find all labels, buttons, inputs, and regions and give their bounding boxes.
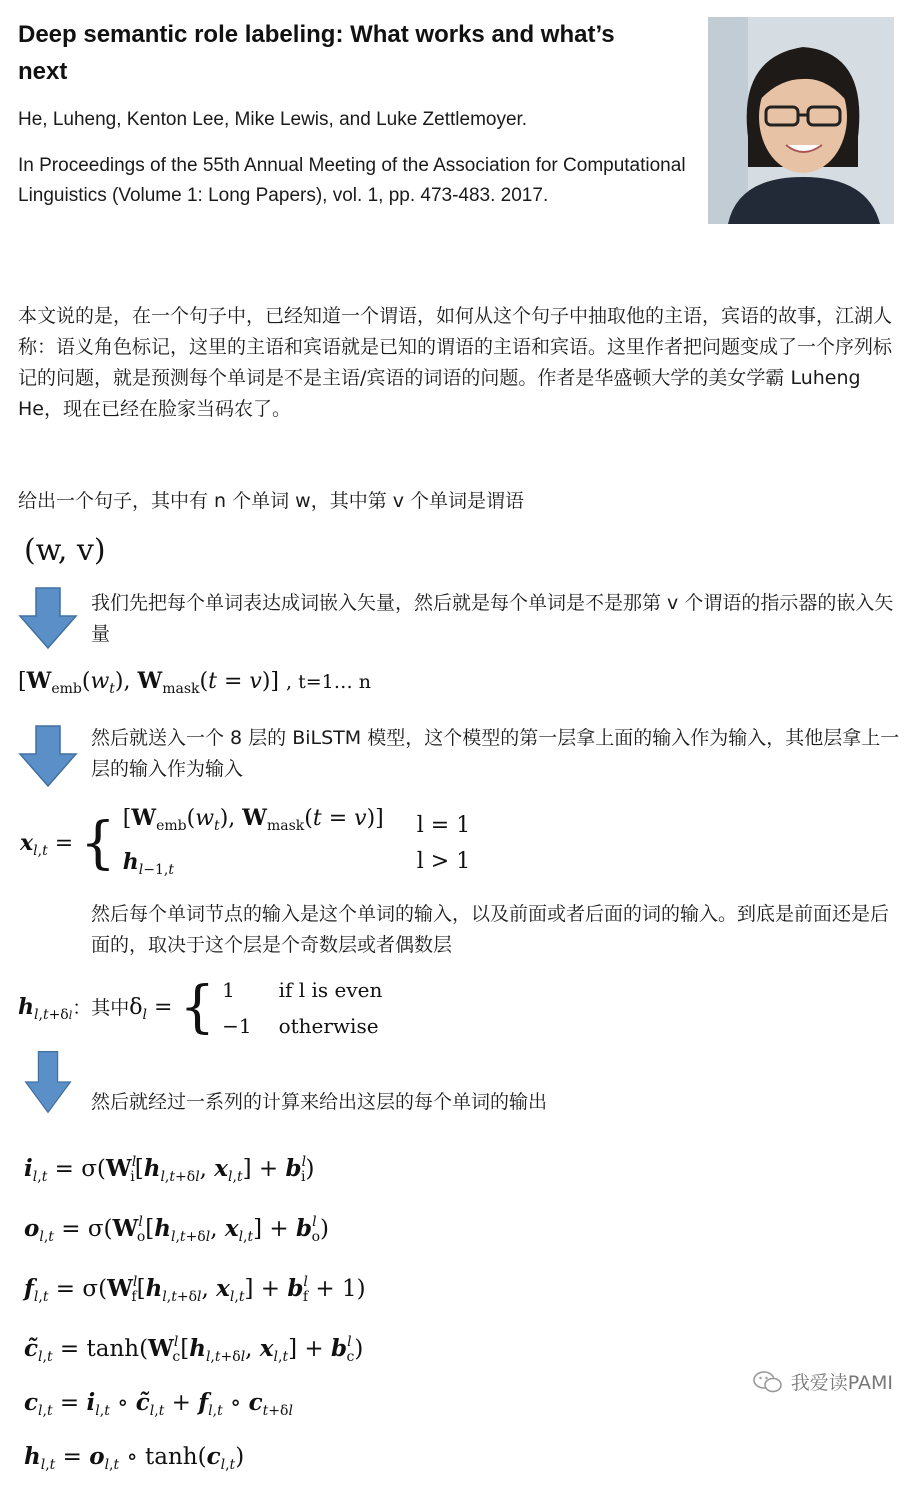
forget-gate-equation: $f_{l,t} = \sigma(W^l_f[h_{l,t+\delta l}$, $x_{l,t}] + b^l_f + 1$) bbox=[24, 1274, 366, 1305]
lstm-equations bbox=[24, 1140, 366, 1488]
direction-formula: $h_{l,t+\delta l}$：其中$\delta_l$ = { 1 −1 if l is even otherwise bbox=[18, 975, 383, 1040]
down-arrow-icon bbox=[18, 724, 78, 788]
input-gate-equation: $i_{l,t} = \sigma(W^l_i[h_{l,t+\delta l}$, $x_{l,t}] + b^l_i$) bbox=[24, 1154, 315, 1185]
candidate-cell-equation: $c̃_{l,t} = \tanh(W^l_c[h_{l,t+\delta l}$, $x_{l,t}] + b^l_c$) bbox=[24, 1334, 364, 1365]
embedding-formula: [$W_{emb}(w_t)$, $W_{mask}(t = v)$] , t=1… n bbox=[18, 668, 371, 697]
paper-title: Deep semantic role labeling: What works and what’s next bbox=[18, 21, 615, 85]
layer-input-formula: $x_{l,t}$ = { [$W_{emb}(w_t)$, $W_{mask}(t = v)$] $h_{l-1,t}$ l = 1 l > 1 bbox=[20, 805, 471, 878]
hidden-state-equation: $h_{l,t} = o_{l,t}$ ∘ $\tanh(c_{l,t})$ bbox=[24, 1443, 245, 1473]
down-arrow-icon bbox=[18, 1050, 78, 1114]
cell-state-equation: $c_{l,t} = i_{l,t}$ ∘ $c̃_{l,t} + f_{l,t}$ ∘ $c_{t+\delta l}$ bbox=[24, 1389, 293, 1419]
paper-venue: In Proceedings of the 55th Annual Meeting of the Association for Computational Linguistics (Volume 1: Long Papers), vol. 1, pp. 473-483. 2017. bbox=[18, 155, 686, 206]
wechat-icon bbox=[753, 1370, 783, 1394]
step-output-text: 然后就经过一系列的计算来给出这层的每个单词的输出 bbox=[91, 1091, 548, 1113]
intro-paragraph: 本文说的是，在一个句子中，已经知道一个谓语，如何从这个句子中抽取他的主语，宾语的故事，江湖人称：语义角色标记，这里的主语和宾语就是已知的谓语的主语和宾语。这里作者把问题变成了一个序列标记的问题，就是预测每个单词是不是主语/宾语的词语的问题。作者是华盛顿大学的美女学霸 Luheng He，现在已经在脸家当码农了。 bbox=[18, 305, 893, 420]
watermark bbox=[753, 1368, 893, 1395]
step-direction-text: 然后每个单词节点的输入是这个单词的输入，以及前面或者后面的词的输入。到底是前面还是后面的，取决于这个层是个奇数层或者偶数层 bbox=[91, 903, 890, 956]
down-arrow-icon bbox=[18, 586, 78, 650]
paper-authors: He, Luheng, Kenton Lee, Mike Lewis, and Luke Zettlemoyer. bbox=[18, 109, 528, 130]
input-pair-formula: (w, v) bbox=[24, 533, 106, 568]
author-photo bbox=[708, 17, 894, 224]
output-gate-equation: $o_{l,t} = \sigma(W^l_o[h_{l,t+\delta l}$, $x_{l,t}] + b^l_o$) bbox=[24, 1214, 330, 1245]
watermark-text: 我爱读PAMI bbox=[790, 1372, 893, 1394]
step-bilstm-text: 然后就送入一个 8 层的 BiLSTM 模型，这个模型的第一层拿上面的输入作为输入，其他层拿上一层的输入作为输入 bbox=[91, 727, 900, 780]
given-statement: 给出一个句子，其中有 n 个单词 w，其中第 v 个单词是谓语 bbox=[18, 490, 525, 512]
step-embed-text: 我们先把每个单词表达成词嵌入矢量，然后就是每个单词是不是那第 v 个谓语的指示器的嵌入矢量 bbox=[91, 592, 894, 645]
